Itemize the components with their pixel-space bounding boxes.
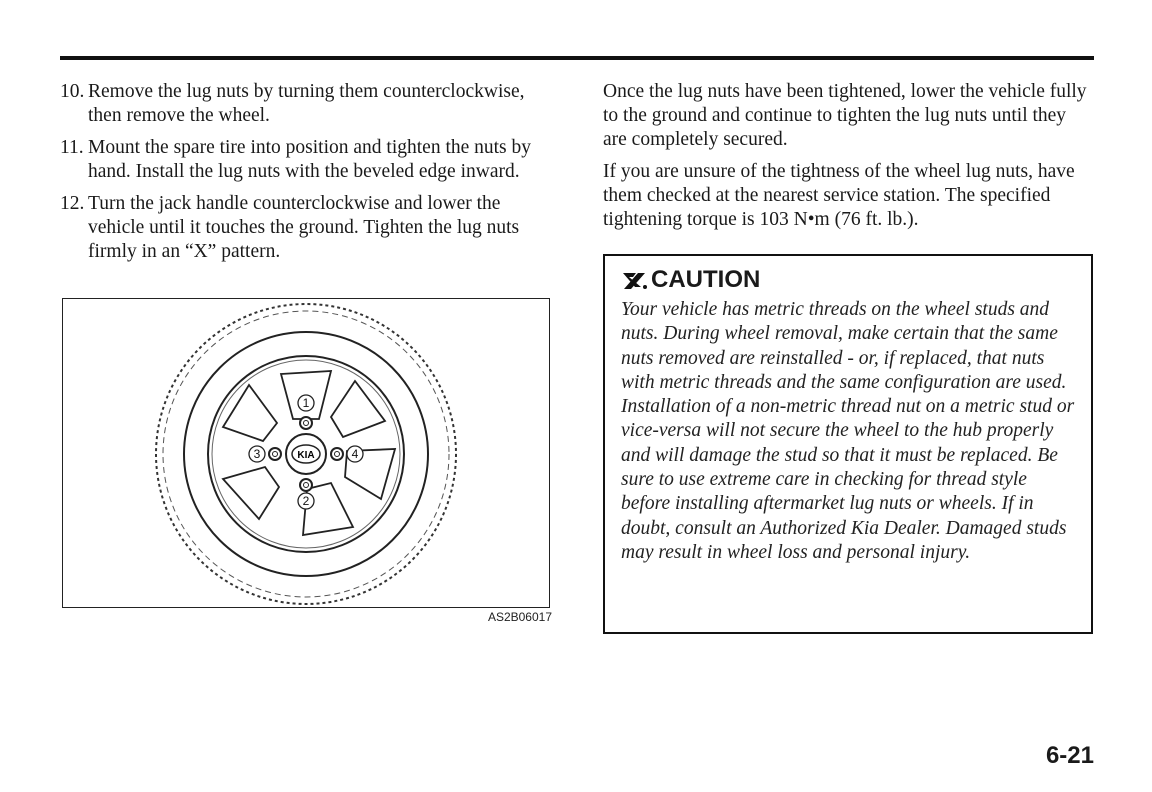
right-column	[603, 80, 1093, 240]
paragraph: Once the lug nuts have been tightened, lower the vehicle fully to the ground and continue to tighten the lug nuts until they are completely secured.	[603, 81, 1087, 150]
page-number: 6-21	[1045, 742, 1094, 769]
hub-logo: KIA	[297, 450, 315, 461]
lug-nut	[269, 448, 281, 460]
callout-2: 2	[302, 494, 310, 508]
step-number: 11.	[60, 137, 84, 158]
callout-1: 1	[302, 396, 310, 410]
caution-icon	[621, 269, 649, 291]
step-list	[60, 80, 560, 264]
caution-text: Your vehicle has metric threads on the wheel studs and nuts. During wheel removal, make certain that the same nuts removed are reinstalled - or, if replaced, that nuts with metric threads and the same configuration are used. Installation of a non-metric thread nut on a metric stud or vice-versa will not secure the wheel to the hub properly and will damage the stud so that it must be replaced. Be sure to use extreme care in checking for thread style before installing aftermarket lug nuts or wheels. If in doubt, consult an Authorized Kia Dealer. Damaged studs may result in wheel loss and personal injury.	[621, 299, 1075, 563]
callout-3: 3	[253, 447, 261, 461]
caution-box	[603, 254, 1093, 634]
paragraph: If you are unsure of the tightness of the wheel lug nuts, have them checked at the nearest service station. The specified tightening torque is 103 N•m (76 ft. lb.).	[603, 161, 1075, 230]
callout-4: 4	[351, 447, 359, 461]
step-text: Mount the spare tire into position and tighten the nuts by hand. Install the lug nuts with the beveled edge inward.	[88, 137, 532, 182]
lug-nut	[300, 417, 312, 429]
header-rule	[60, 56, 1094, 60]
figure-code: AS2B06017	[487, 610, 552, 624]
lug-nut	[300, 479, 312, 491]
step-item	[60, 136, 560, 184]
step-text: Remove the lug nuts by turning them counterclockwise, then remove the wheel.	[88, 81, 525, 126]
wheel-figure	[62, 298, 550, 608]
lug-nut	[331, 448, 343, 460]
step-item	[60, 192, 560, 264]
step-item	[60, 80, 560, 128]
caution-heading	[621, 266, 1075, 294]
left-column	[60, 80, 560, 272]
step-number: 10.	[60, 81, 85, 102]
wheel-illustration	[63, 299, 549, 607]
step-text: Turn the jack handle counterclockwise and lower the vehicle until it touches the ground. Tighten the lug nuts firmly in an “X” pattern.	[88, 193, 520, 262]
step-number: 12.	[60, 193, 85, 214]
caution-title: CAUTION	[651, 266, 761, 293]
